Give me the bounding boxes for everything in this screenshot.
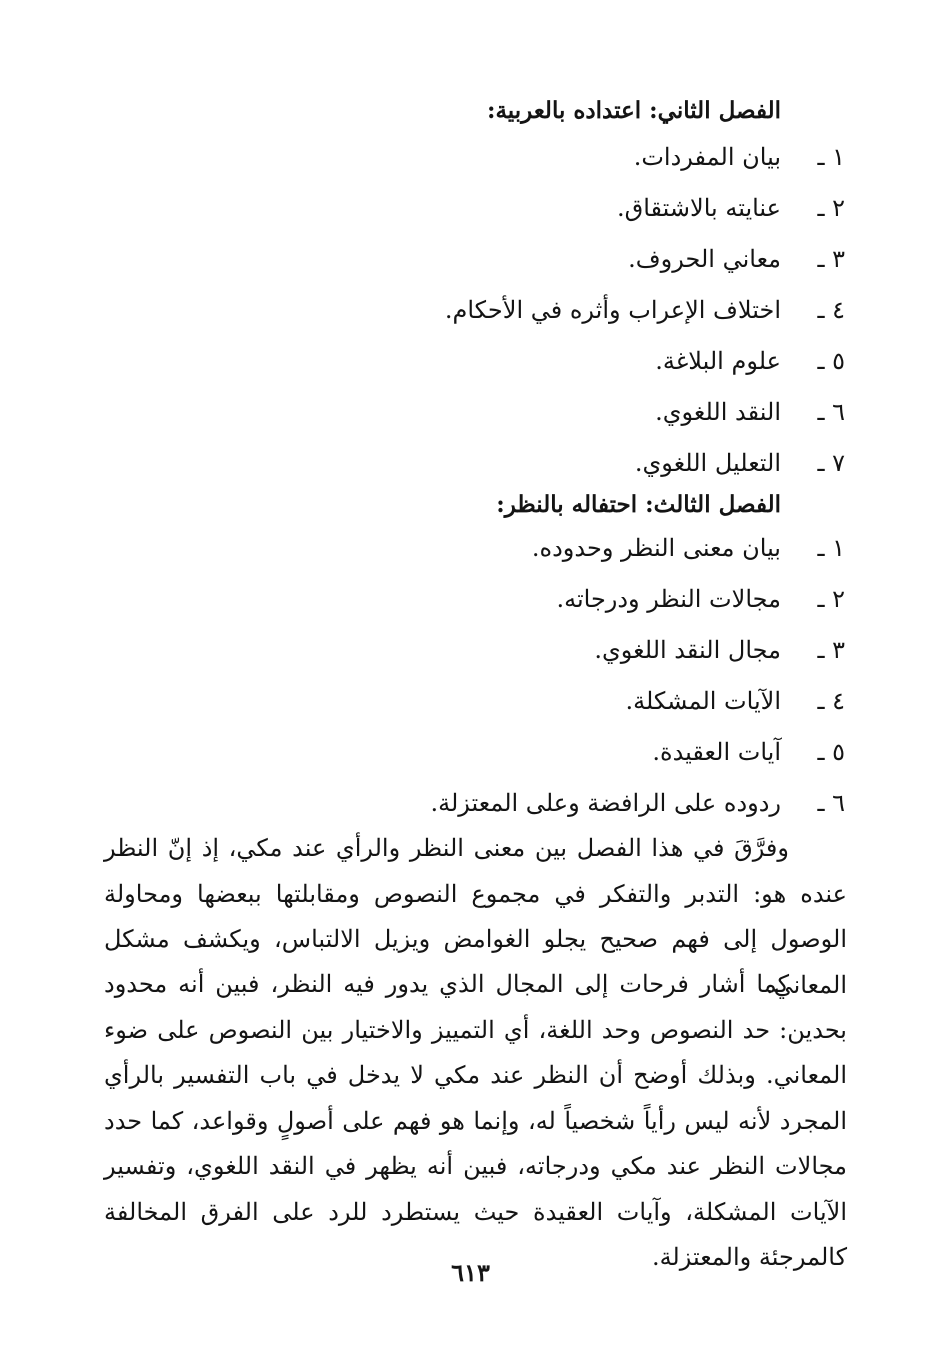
body-paragraph: وفرَّقَ في هذا الفصل بين معنى النظر والرأي عند مكي، إذ إنّ النظر عنده هو: التدبر والتفكر في مجموع النصوص ومقابلتها ببعضها ومحاولة الوصول إلى فهم صحيح يجلو الغوامض ويزيل الالتباس، ويكشف مشكل المعاني.	[104, 834, 847, 999]
body-paragraph: كما أشار فرحات إلى المجال الذي يدور فيه النظر، فبين أنه محدود بحدين: حد النصوص وحد اللغة، أي التمييز والاختيار بين النصوص على ضوء المعاني. وبذلك أوضح أن النظر عند مكي لا يدخل في باب التفسير بالرأي المجرد لأنه ليس رأياً شخصياً له، وإنما هو فهم على أصولٍ وقواعد، كما حدد مجالات النظر عند مكي ودرجاته، فبين أنه يظهر في النقد اللغوي، وتفسير الآيات المشكلة، وآيات العقيدة حيث يستطرد للرد على الفرق المخالفة كالمرجئة والمعتزلة.	[104, 970, 847, 1271]
list-item-number: ٦ ـ	[817, 789, 845, 817]
list-item-number: ٦ ـ	[817, 398, 845, 426]
list-item-number: ٥ ـ	[817, 347, 845, 375]
list-item-number: ٧ ـ	[817, 449, 845, 477]
list-item-text: مجال النقد اللغوي.	[594, 636, 781, 664]
list-item-text: الآيات المشكلة.	[625, 687, 781, 715]
list-item-text: علوم البلاغة.	[655, 347, 781, 375]
list-item-number: ٢ ـ	[817, 194, 845, 222]
list-item	[445, 438, 845, 489]
list-item	[430, 625, 845, 676]
list-item-number: ٥ ـ	[817, 738, 845, 766]
list-item	[445, 387, 845, 438]
list-item-number: ١ ـ	[817, 534, 845, 562]
list-item-number: ٣ ـ	[817, 636, 845, 664]
chapter-2-list	[445, 132, 845, 489]
list-item-number: ٤ ـ	[817, 296, 845, 324]
list-item	[445, 234, 845, 285]
list-item-text: بيان معنى النظر وحدوده.	[531, 534, 781, 562]
page-number: ٦١٣	[451, 1258, 490, 1287]
list-item-text: آيات العقيدة.	[652, 738, 781, 766]
list-item	[430, 574, 845, 625]
list-item-number: ٣ ـ	[817, 245, 845, 273]
list-item-number: ٢ ـ	[817, 585, 845, 613]
list-item-text: ردوده على الرافضة وعلى المعتزلة.	[430, 789, 781, 817]
list-item-number: ٤ ـ	[817, 687, 845, 715]
list-item	[430, 778, 845, 829]
list-item-text: بيان المفردات.	[633, 143, 781, 171]
list-item	[445, 285, 845, 336]
chapter-3-list	[430, 523, 845, 829]
list-item-text: النقد اللغوي.	[655, 398, 781, 426]
list-item-text: معاني الحروف.	[628, 245, 781, 273]
chapter-3-heading: الفصل الثالث: احتفاله بالنظر:	[496, 491, 781, 518]
list-item	[445, 183, 845, 234]
list-item	[445, 336, 845, 387]
list-item-text: التعليل اللغوي.	[634, 449, 781, 477]
list-item-text: عنايته بالاشتقاق.	[616, 194, 781, 222]
list-item	[430, 523, 845, 574]
list-item-text: اختلاف الإعراب وأثره في الأحكام.	[444, 296, 781, 324]
list-item	[430, 727, 845, 778]
list-item	[445, 132, 845, 183]
list-item-number: ١ ـ	[817, 143, 845, 171]
chapter-2-heading: الفصل الثاني: اعتداده بالعربية:	[486, 97, 781, 124]
list-item-text: مجالات النظر ودرجاته.	[556, 585, 781, 613]
list-item	[430, 676, 845, 727]
